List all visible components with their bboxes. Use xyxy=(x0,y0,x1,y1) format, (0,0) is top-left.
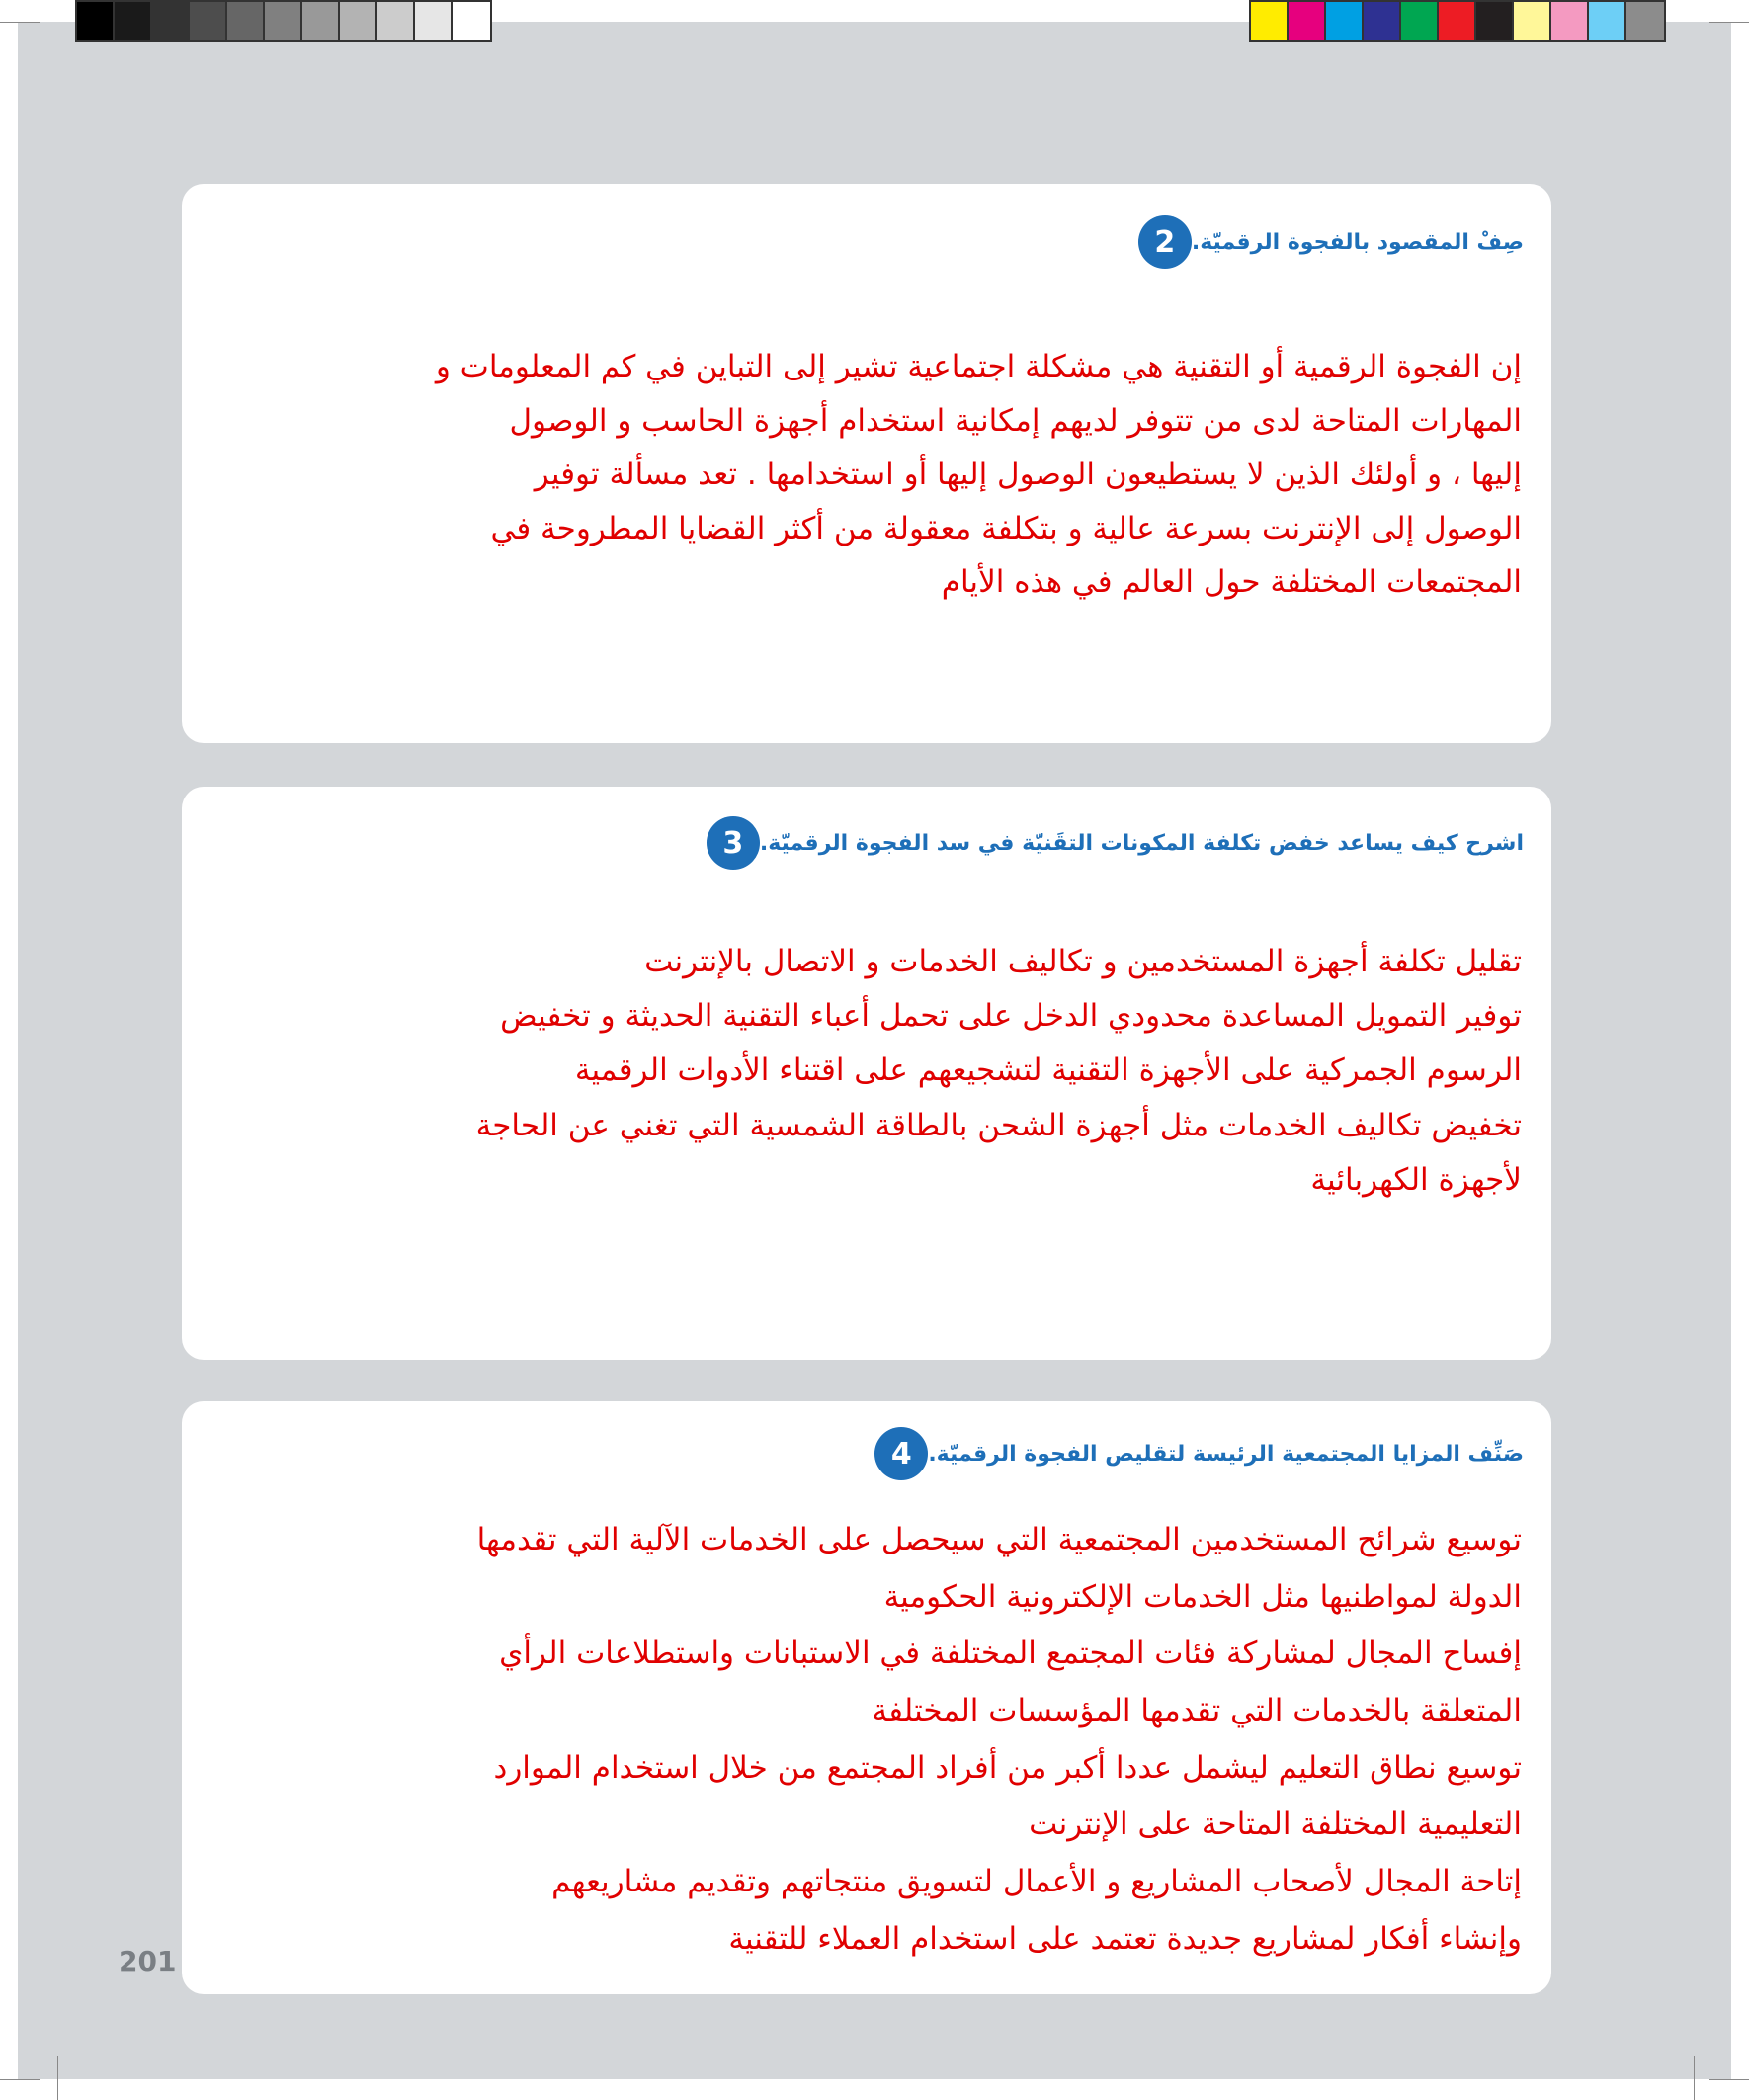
color-swatch xyxy=(77,2,115,40)
color-swatch xyxy=(340,2,377,40)
page-number: 201 xyxy=(119,1945,177,1977)
crop-mark xyxy=(1709,2079,1749,2080)
color-swatch xyxy=(1476,2,1514,40)
question-number-badge: 4 xyxy=(874,1427,928,1480)
color-swatch xyxy=(377,2,415,40)
color-swatch xyxy=(415,2,453,40)
answer-text: إن الفجوة الرقمية أو التقنية هي مشكلة اجتماعية تشير إلى التباين في كم المعلومات و المهارات المتاحة لدى من تتوفر لديهم إمكانية استخدام أجهزة الحاسب و الوصول إليها ، و أولئك الذين لا يستطيعون الوصول إليها أو استخدامها . تعد مسألة توفير الوصول إلى الإنترنت بسرعة عالية و بتكلفة معقولة من أكثر القضايا المطروحة في المجتمعات المختلفة حول العالم في هذه الأيام xyxy=(435,349,1522,601)
question-header xyxy=(1113,215,1524,269)
color-swatch xyxy=(1401,2,1439,40)
color-swatch xyxy=(453,2,490,40)
color-swatch xyxy=(190,2,227,40)
crop-mark xyxy=(0,22,40,23)
color-swatch xyxy=(1289,2,1326,40)
grayscale-calibration-bar xyxy=(75,0,492,42)
color-swatch xyxy=(1326,2,1364,40)
question-number-badge: 2 xyxy=(1138,215,1192,269)
question-prompt: صَنِّف المزايا المجتمعية الرئيسة لتقليص الفجوة الرقميّة. xyxy=(928,1441,1524,1467)
crop-mark xyxy=(57,2056,58,2100)
color-swatch xyxy=(1439,2,1476,40)
crop-mark xyxy=(0,2079,40,2080)
color-swatch xyxy=(1626,2,1664,40)
question-prompt: اشرح كيف يساعد خفض تكلفة المكونات التقَنيّة في سد الفجوة الرقميّة. xyxy=(759,830,1524,856)
question-header xyxy=(681,816,1524,870)
color-calibration-bar xyxy=(1249,0,1666,42)
question-header xyxy=(849,1427,1524,1480)
color-swatch xyxy=(1551,2,1589,40)
answer-text: تقليل تكلفة أجهزة المستخدمين و تكاليف الخدمات و الاتصال بالإنترنت توفير التمويل المساعدة محدودي الدخل على تحمل أعباء التقنية الحديثة و تخفيض الرسوم الجمركية على الأجهزة التقنية لتشجيعهم على اقتناء الأدوات الرقمية تخفيض تكاليف الخدمات مثل أجهزة الشحن بالطاقة الشمسية التي تغني عن الحاجة لأجهزة الكهربائية xyxy=(475,944,1522,1198)
color-swatch xyxy=(1364,2,1401,40)
question-prompt: صِفْ المقصود بالفجوة الرقميّة. xyxy=(1191,229,1524,255)
color-swatch xyxy=(265,2,302,40)
question-card-4 xyxy=(182,1401,1551,1994)
color-swatch xyxy=(152,2,190,40)
question-card-2 xyxy=(182,184,1551,743)
color-swatch xyxy=(1251,2,1289,40)
question-card-3 xyxy=(182,787,1551,1360)
answer-text: توسيع شرائح المستخدمين المجتمعية التي سيحصل على الخدمات الآلية التي تقدمها الدولة لمواطنيها مثل الخدمات الإلكترونية الحكومية إفساح المجال لمشاركة فئات المجتمع المختلفة في الاستبانات واستطلاعات الرأي المتعلقة بالخدمات التي تقدمها المؤسسات المختلفة توسيع نطاق التعليم ليشمل عددا أكبر من أفراد المجتمع من خلال استخدام الموارد التعليمية المختلفة المتاحة على الإنترنت إتاحة المجال لأصحاب المشاريع و الأعمال لتسويق منتجاتهم وتقديم مشاريعهم وإنشاء أفكار لمشاريع جديدة تعتمد على استخدام العملاء للتقنية xyxy=(476,1522,1522,1957)
crop-mark xyxy=(1694,2056,1695,2100)
color-swatch xyxy=(227,2,265,40)
question-number-badge: 3 xyxy=(707,816,760,870)
color-swatch xyxy=(1589,2,1626,40)
color-swatch xyxy=(115,2,152,40)
crop-mark xyxy=(1709,22,1749,23)
color-swatch xyxy=(302,2,340,40)
color-swatch xyxy=(1514,2,1551,40)
